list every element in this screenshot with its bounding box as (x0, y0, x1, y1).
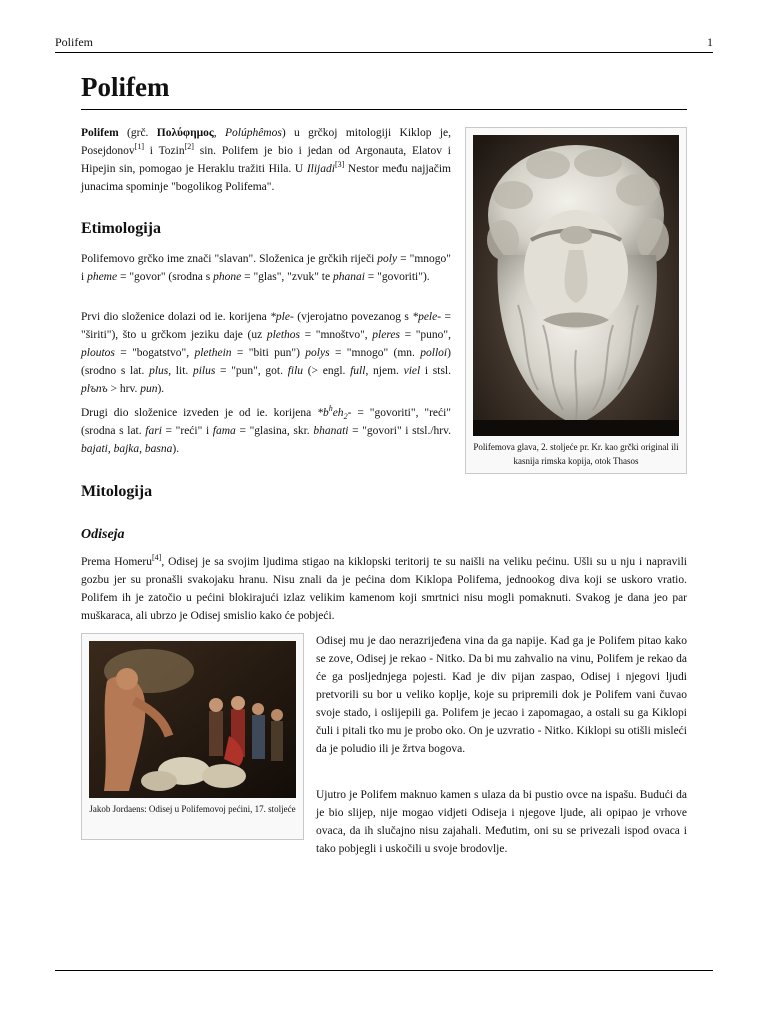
figure-caption: Jakob Jordaens: Odisej u Polifemovoj pećini, 17. stoljeće (89, 804, 296, 814)
jordaens-painting-image[interactable] (89, 641, 296, 798)
reference-link-2[interactable]: [2] (184, 142, 194, 151)
polifem-head-image[interactable] (473, 135, 679, 436)
figure-polifem-head (465, 127, 687, 474)
etymology-paragraph-1: Polifemovo grčko ime znači "slavan". Složenica je grčkih riječi poly = "mnogo" i pheme = "govor" (srodna s phone = "glas", "zvuk" te phanai = "govoriti"). (81, 253, 451, 283)
reference-link-3[interactable]: [3] (334, 160, 345, 169)
page-title: Polifem (81, 72, 687, 110)
subsection-heading-odyssey: Odiseja (81, 527, 125, 542)
section-heading-mythology: Mitologija (81, 483, 153, 500)
footer-rule (55, 970, 713, 971)
term-polifem: Polifem (81, 127, 119, 139)
figure-jordaens-painting (81, 633, 304, 840)
greek-name: Πολύφημος (156, 127, 214, 139)
figure-caption: Polifemova glava, 2. stoljeće pr. Kr. kao grčki original ili kasnija rimska kopija, otok Thasos (473, 442, 679, 466)
running-header (55, 35, 713, 53)
etymology-paragraph-3: Drugi dio složenice izveden je od ie. korijena $*b^heh_2-$ = "govoriti", "reći" (srodna s lat. fari = "reći" i fama = "glasina, skr. bhanati = "govori" i stsl./hrv. bajati, bajka, basna). (81, 404, 451, 455)
reference-link-1[interactable]: [1] (134, 142, 144, 151)
mythology-paragraph-1: Prema Homeru[4], Odisej je sa svojim ljudima stigao na kiklopski teritorij te su naišli na veliku pećinu. Ušli su u nju i napravili gozbu jer su pronašli svakojaku hranu. Nisu znali da je pećina dom Kiklopa Polifema, jednookog diva koji se uskoro vratio. Polifem ih je zatočio u pećini blokirajući izlaz velikim kamenom koji smrtnici nisu mogli pomaknuti. Svakog je dana jeo par muškaraca, ali ubrzo je Odisej smislio kako će pobjeći. (81, 553, 687, 622)
page-number: 1 (707, 35, 713, 49)
reference-link-4[interactable]: [4] (151, 553, 162, 562)
section-heading-etymology: Etimologija (81, 220, 161, 237)
intro-paragraph: Polifem (grč. Πολύφημος, Polúphêmos) u grčkoj mitologiji Kiklop je, Posejdonov[1] i Tozin[2] sin. Polifem je bio i jedan od Argonauta, Elatov i Hipejin sin, pomogao je Heraklu tražiti Hila. U Ilijadi[3] Nestor među najjačim junacima spominje "bogolikog Polifema". (81, 127, 451, 193)
running-title: Polifem (55, 35, 93, 49)
mythology-paragraph-2: Odisej mu je dao nerazrijeđena vina da ga napije. Kad ga je Polifem pitao kako se zove, Odisej je rekao - Nitko. Da bi mu zahvalio na vinu, Polifem je rekao da će ga posljednjega pojesti. Kad je div pijan zaspao, Odisej i njegovi ljudi pretvorili su bor u veliko koplje, koje su pripremili dok je Polifem vani čuvao svoje stado, i oslijepili ga. Polifem je jecao i zapomagao, a ostali su ga Kiklopi čuli i pitali tko mu je probo oko. On je uzvratio - Nitko. Kiklopi su otišli misleći da je poludio ili je žrtva bogova. (316, 635, 687, 755)
etymology-paragraph-2: Prvi dio složenice dolazi od ie. korijena *ple- (vjerojatno povezanog s *pele- = "širiti"), što u grčkom jeziku daje (uz plethos = "mnoštvo", pleres = "puno", ploutos = "bogatstvo", plethein = "biti pun") polys = "mnogo" (mn. polloi) (srodno s lat. plus, lit. pilus = "pun", got. filu (> engl. full, njem. viel i stsl. plъnъ > hrv. pun). (81, 311, 451, 395)
mythology-paragraph-3: Ujutro je Polifem maknuo kamen s ulaza da bi pustio ovce na ispašu. Budući da je bio slijep, nije mogao vidjeti Odiseja i njegove ljude, ali opipao je vrhove ovaca, da ih slučajno nisu zajahali. Međutim, oni su se privezali ispod ovaca i tako pobjegli i uskočili u svoje brodovlje. (316, 789, 687, 855)
